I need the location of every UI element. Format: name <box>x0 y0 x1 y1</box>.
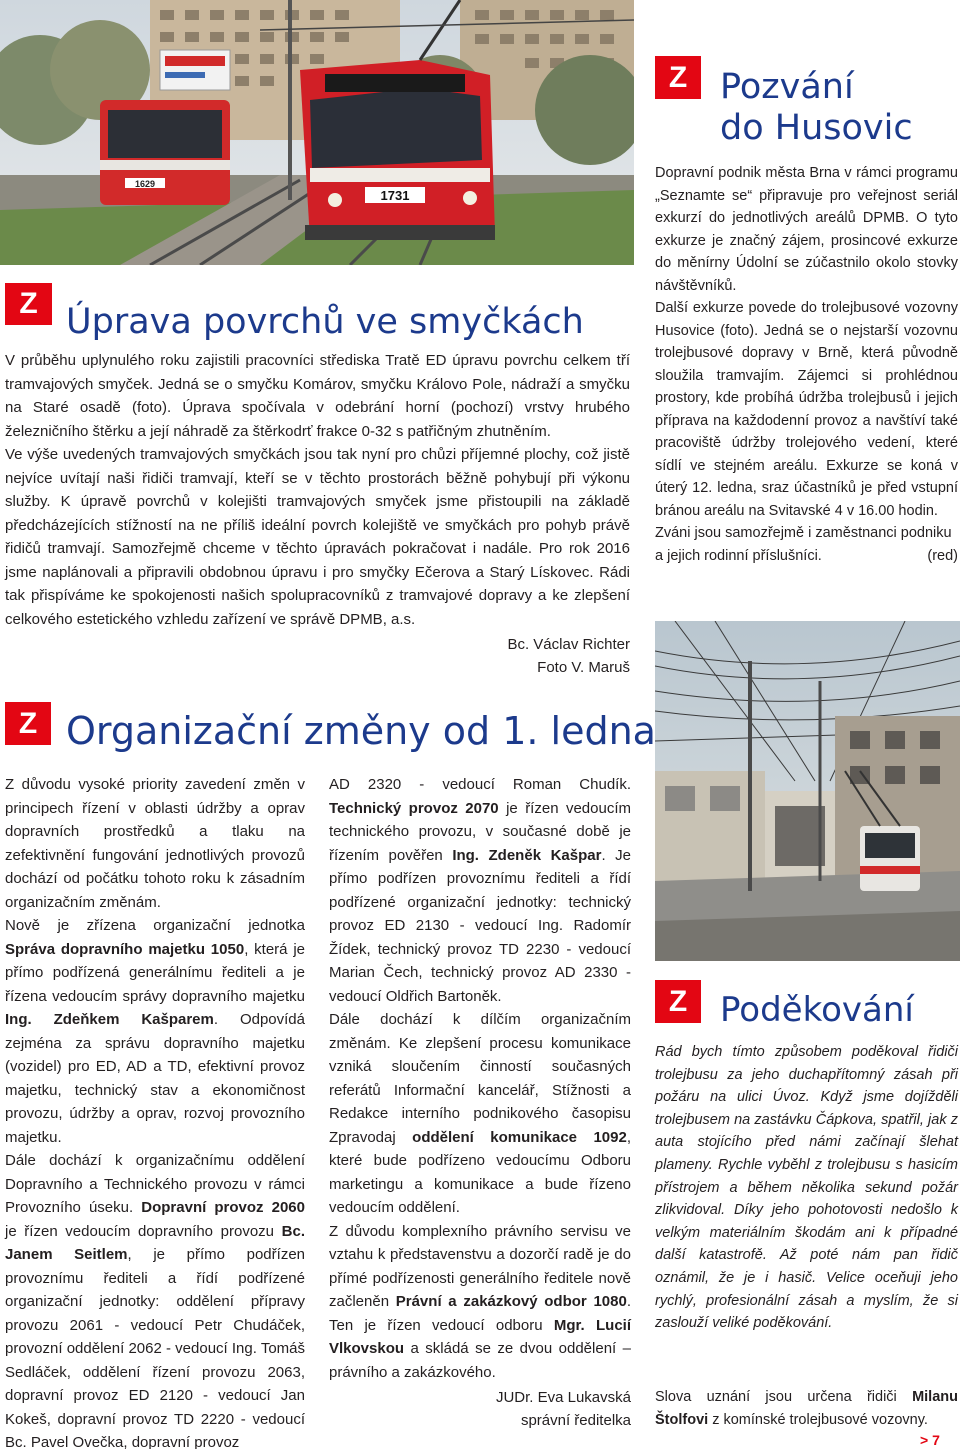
organizacni-paragraph <box>329 773 631 1008</box>
uprava-signature <box>300 633 630 679</box>
text-run: , které bude podřízeno vedoucímu Odboru marketingu a komunikace a bude řízeno vedoucím oddělení. <box>329 1128 632 1216</box>
text-run: , která je přímo podřízená generálnímu řediteli a je řízena vedoucím správy dopravního majetku <box>5 940 305 1005</box>
text-run: AD 2320 - vedoucí Roman Chudík. <box>329 776 631 793</box>
uprava-paragraph-2: Ve výše uvedených tramvajových smyčkách jsou tak nyní pro chůzi příjemné plochy, což jistě nejvíce uvítají naši řidiči tramvají, kteří se v těchto prostorách běžně pohybují při výkonu služby. K úpravě povrchů v kolejišti tramvajových smyček jsme přistoupili na základě předcházejících stížností na ne příliš ideální povrch kolejiště ve smyčkách pro pohyb právě řidičů tramvají. Samozřejmě chceme v těchto úpravách pokračovat i nadále. Pro rok 2016 jsme naplánovali a připravili obdobnou úpravu i pro smyčky Ečerova a Starý Lískovec. Rádi tak přispíváme ke spokojenosti našich spolupracovníků z tramvajové dopravy a ke zlepšení celkového estetického vzhledu zařízení ve správě DPMB, a.s. <box>5 446 630 628</box>
z-badge: Z <box>655 56 701 99</box>
text-run: . Odpovídá zejména za správu dopravního majetku (vozidel) pro ED, AD a TD, efektivní provoz majetku, technický stav a ekonomičnost provozu, údržby a oprav, rozvoj provozního majetku. <box>5 1011 305 1146</box>
organizacni-paragraph <box>5 1149 305 1449</box>
page-number: > 7 <box>920 1432 940 1448</box>
text-run: Dále dochází k dílčím organizačním změnám. Ke zlepšení procesu komunikace vzniká sloučením činností současných referátů Informační kancelář, Stížnosti a Redakce interního podnikového časopisu Zpravodaj <box>329 1011 631 1146</box>
svg-text:1629: 1629 <box>134 179 156 189</box>
z-badge: Z <box>5 283 52 325</box>
podekovani-dedication <box>655 1386 958 1431</box>
uprava-body <box>5 349 630 631</box>
bold-run: Mgr. Lucií Vlkovskou <box>329 1316 631 1357</box>
bold-run: Dopravní provoz 2060 <box>141 1199 305 1216</box>
dedication-name: Milanu Štolfovi <box>655 1389 958 1428</box>
organizacni-author-role: správní ředitelka <box>520 1412 631 1429</box>
text-run: . Ten je řízen vedoucí odboru <box>329 1293 631 1334</box>
organizacni-paragraph <box>5 914 305 1149</box>
left-tram <box>100 100 230 205</box>
depot-illustration <box>655 621 960 961</box>
text-run: . Je přímo podřízen provoznímu řediteli a řídí podřízené organizační jednotky: technický provoz ED 2130 - vedoucí Ing. Radomír Žídek, technický provoz TD 2230 - vedoucí Marian Čech, technický provoz AD 2330 - vedoucí Oldřich Bartoněk. <box>329 846 631 1005</box>
organizacni-column-1 <box>5 773 305 1449</box>
dedication-text: Slova uznání jsou určena řidiči <box>655 1389 913 1405</box>
section-title-podekovani: Poděkování <box>720 990 914 1030</box>
bold-run: Bc. Janem Seitlem <box>5 1222 305 1263</box>
organizacni-paragraph <box>5 773 305 914</box>
text-run: a skládá se ze dvou oddělení – právního a zakázkového. <box>329 1340 631 1381</box>
text-run: Z důvodu vysoké priority zavedení změn v principech řízení v oblasti údržby a oprav dopravních prostředků a tlaku na zefektivnění fungování jednotlivých provozů dochází od počátku tohoto roku k zásadním organizačním změnám. <box>5 776 305 911</box>
organizacni-signature <box>330 1386 631 1432</box>
z-badge: Z <box>5 702 51 745</box>
bold-run: oddělení komunikace 1092 <box>412 1128 627 1146</box>
bold-run: Technický provoz 2070 <box>329 799 499 817</box>
z-badge: Z <box>655 980 701 1023</box>
bold-run: Ing. Zdeněk Kašpar <box>452 846 602 864</box>
text-run: Nově je zřízena organizační jednotka <box>5 917 305 934</box>
dedication-text-end: z komínské trolejbusové vozovny. <box>708 1411 928 1428</box>
tram-loop-illustration <box>0 0 634 265</box>
section-title-organizacni: Organizační změny od 1. ledna <box>66 709 656 753</box>
svg-text:1731: 1731 <box>380 188 410 203</box>
uprava-paragraph-1: V průběhu uplynulého roku zajistili pracovníci střediska Tratě ED úpravu povrchu celkem tří tramvajových smyček. Jedná se o smyčku Komárov, smyčku Královo Pole, nádraží a smyčku na Staré osadě (foto). Úprava spočívala v odebrání horní (pochozí) vrstvy hrubého železničního štěrku a její náhradě za štěrkodrť frakce 0-32 s patřičným zhutněním. <box>5 352 630 440</box>
text-run: Dále dochází k organizačnímu oddělení Dopravního a Technického provozu v rámci Provozního úseku. <box>5 1152 305 1216</box>
section-title-pozvani-line1: Pozvání <box>720 67 854 107</box>
uprava-author: Bc. Václav Richter <box>507 636 630 653</box>
pozvani-invite-text: Zváni jsou samozřejmě i zaměstnanci podniku a jejich rodinní příslušníci. <box>655 525 952 564</box>
podekovani-body <box>655 1041 958 1335</box>
bold-run: Správa dopravního majetku 1050 <box>5 940 245 958</box>
organizacni-paragraph <box>329 1220 631 1385</box>
section-title-pozvani-line2: do Husovic <box>720 108 913 148</box>
bold-run: Ing. Zdeňkem Kašparem <box>5 1011 214 1028</box>
text-run: je řízen vedoucím dopravního provozu <box>5 1222 282 1240</box>
text-run: Z důvodu komplexního právního servisu ve vztahu k představenstvu a dozorčí radě je do přímé podřízenosti generálního ředitele nově začleněn <box>329 1222 631 1310</box>
tram-loop-photo <box>0 0 634 265</box>
pozvani-paragraph-3 <box>655 522 958 567</box>
organizacni-author: JUDr. Eva Lukavská <box>495 1389 631 1406</box>
section-title-uprava: Úprava povrchů ve smyčkách <box>66 302 584 342</box>
text-run: , je přímo podřízen provoznímu řediteli a řídí podřízené organizační jednotky: oddělení přípravy provozu 2061 - vedoucí Petr Chudáček, provozní oddělení 2062 - vedoucí Ing. Tomáš Sedláček, oddělení řízení provozu 2063, dopravní provoz ED 2120 - vedoucí Jan Kokeš, dopravní provoz TD 2220 - vedoucí Bc. Pavel Ovečka, dopravní provoz <box>5 1246 305 1449</box>
podekovani-paragraph-1: Rád bych tímto způsobem poděkoval řidiči trolejbusu za jeho duchapřítomný zásah při požáru na ulici Úvoz. Když jsme dojížděli trolejbusem na zastávku Čápkova, spatřil, jak z auta stojícího před námi začínají šlehat plameny. Rychle vyběhl z trolejbusu s hasicím přístrojem a během několika sekund požár zlikvidoval. Díky jeho pohotovosti nedošlo k velkým materiálním škodám ani k případné další katastrofě. Až poté nám pan řidič oznámil, že je i hasič. Velice oceňuji jeho rychlý, profesionální zásah a myslím, že si zaslouží veliké poděkování. <box>655 1044 958 1332</box>
pozvani-paragraph-2: Další exkurze povede do trolejbusové vozovny Husovice (foto). Jedná se o nejstarší vozovnu trolejbusové dopravy v Brně, která původně sloužila tramvajím. Zájemci si prohlédnou prostory, kde probíhá údržba trolejbusů i jejich příprava na každodenní provoz a navštíví také pracoviště údržby trolejového vedení, které sídlí ve stejném areálu. Exkurze se koná v úterý 12. ledna, sraz účastníků je před vstupní bránou areálu na Svitavské 4 v 16.00 hodin. <box>655 300 958 519</box>
pozvani-paragraph-1: Dopravní podnik města Brna v rámci programu „Seznamte se“ připravuje pro veřejnost seriál exkurzí do jednotlivých areálů DPMB. O tyto exkurze je značný zájem, prosincové exkurze do měnírny Údolní se zúčastnilo okolo stovky návštěvníků. <box>655 165 958 294</box>
organizacni-column-2 <box>329 773 631 1384</box>
bold-run: Právní a zakázkový odbor 1080 <box>395 1293 627 1310</box>
husovice-depot-photo <box>655 621 960 961</box>
pozvani-body <box>655 162 958 567</box>
uprava-photo-credit: Foto V. Maruš <box>537 659 630 676</box>
pozvani-signature: (red) <box>927 547 958 564</box>
organizacni-paragraph <box>329 1008 631 1220</box>
text-run: je řízen vedoucím technického provozu, v současné době je řízením pověřen <box>329 799 631 864</box>
